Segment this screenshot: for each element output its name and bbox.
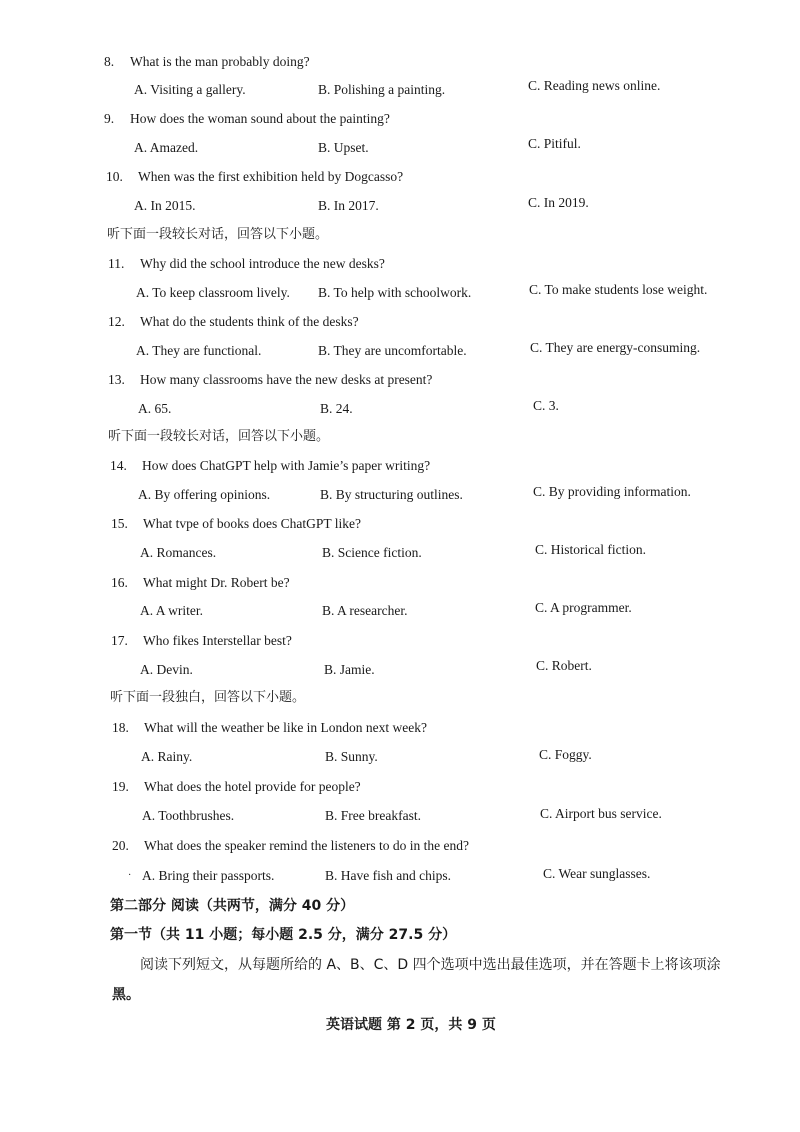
option-b: B. Free breakfast. <box>325 808 421 823</box>
question-number: 8. <box>104 54 115 69</box>
option-b: B. Have fish and chips. <box>325 868 451 883</box>
question-17 <box>111 632 292 650</box>
option-a: A. By offering opinions. <box>138 487 271 502</box>
question-15 <box>111 515 361 533</box>
option-c: C. Historical fiction. <box>535 542 646 557</box>
option-c: C. To make students lose weight. <box>529 282 708 297</box>
section-heading: 第一节（共 11 小题；每小题 2.5 分，满分 27.5 分） <box>110 927 457 943</box>
option-a: A. Devin. <box>140 662 193 677</box>
question-number: 20. <box>112 838 129 853</box>
question-14 <box>110 457 430 475</box>
option-c: C. 3. <box>533 398 559 413</box>
option-a: A. Rainy. <box>141 749 193 764</box>
question-13 <box>108 371 432 389</box>
option-c: C. Pitiful. <box>528 136 581 151</box>
section-instruction: 听下面一段较长对话，回答以下小题。 <box>107 227 329 242</box>
option-a: A. A writer. <box>140 603 203 618</box>
question-8 <box>104 53 310 71</box>
page-footer: 英语试题 第 2 页，共 9 页 <box>326 1017 496 1033</box>
option-b: B. A researcher. <box>322 603 408 618</box>
option-b: B. To help with schoolwork. <box>318 285 472 300</box>
question-text: How does ChatGPT help with Jamie’s paper writing? <box>142 458 431 473</box>
option-c: C. Foggy. <box>539 747 592 762</box>
question-number: 13. <box>108 372 125 387</box>
question-number: 15. <box>111 516 128 531</box>
scan-mark: · <box>128 870 132 881</box>
question-number: 14. <box>110 458 127 473</box>
question-text: What tvpe of books does ChatGPT like? <box>143 516 361 531</box>
question-text: What does the hotel provide for people? <box>144 779 361 794</box>
option-a: A. They are functional. <box>136 343 262 358</box>
question-12 <box>108 313 359 331</box>
reading-directions: 阅读下列短文，从每题所给的 A、B、C、D 四个选项中选出最佳选项，并在答题卡上将该项涂 <box>140 957 721 973</box>
option-c: C. Airport bus service. <box>540 806 662 821</box>
question-number: 10. <box>106 169 123 184</box>
option-a: A. In 2015. <box>134 198 196 213</box>
question-text: When was the first exhibition held by Dogcasso? <box>138 169 404 184</box>
option-a: A. To keep classroom lively. <box>136 285 290 300</box>
question-18 <box>112 719 427 737</box>
question-11 <box>108 255 385 273</box>
question-number: 17. <box>111 633 128 648</box>
question-number: 12. <box>108 314 125 329</box>
question-text: What do the students think of the desks? <box>140 314 359 329</box>
question-number: 16. <box>111 575 128 590</box>
question-number: 19. <box>112 779 129 794</box>
question-number: 9. <box>104 111 115 126</box>
part-heading: 第二部分 阅读（共两节，满分 40 分） <box>110 898 355 914</box>
option-a: A. Toothbrushes. <box>142 808 235 823</box>
option-b: B. In 2017. <box>318 198 379 213</box>
reading-directions-cont: 黑。 <box>112 987 140 1003</box>
option-c: C. A programmer. <box>535 600 632 615</box>
option-b: B. 24. <box>320 401 353 416</box>
option-c: C. Wear sunglasses. <box>543 866 651 881</box>
question-text: How does the woman sound about the painting? <box>130 111 390 126</box>
question-19 <box>112 778 361 796</box>
section-instruction: 听下面一段较长对话，回答以下小题。 <box>108 429 330 444</box>
option-c: C. By providing information. <box>533 484 691 499</box>
section-instruction: 听下面一段独白，回答以下小题。 <box>110 690 306 705</box>
option-a: A. Bring their passports. <box>142 868 275 883</box>
question-text: Who fikes Interstellar best? <box>143 633 292 648</box>
option-b: B. They are uncomfortable. <box>318 343 467 358</box>
option-b: B. Upset. <box>318 140 369 155</box>
option-c: C. Reading news online. <box>528 78 661 93</box>
option-c: C. Robert. <box>536 658 592 673</box>
question-text: Why did the school introduce the new desks? <box>140 256 385 271</box>
question-text: How many classrooms have the new desks at present? <box>140 372 433 387</box>
question-text: What does the speaker remind the listeners to do in the end? <box>144 838 470 853</box>
question-16 <box>111 574 290 592</box>
question-number: 11. <box>108 256 125 271</box>
question-text: What is the man probably doing? <box>130 54 310 69</box>
option-b: B. Jamie. <box>324 662 375 677</box>
option-b: B. Polishing a painting. <box>318 82 446 97</box>
option-b: B. By structuring outlines. <box>320 487 463 502</box>
question-number: 18. <box>112 720 129 735</box>
question-10 <box>106 168 403 186</box>
option-a: A. Amazed. <box>134 140 199 155</box>
option-a: A. Romances. <box>140 545 217 560</box>
question-text: What might Dr. Robert be? <box>143 575 290 590</box>
option-a: A. 65. <box>138 401 172 416</box>
option-c: C. In 2019. <box>528 195 589 210</box>
option-c: C. They are energy-consuming. <box>530 340 701 355</box>
question-text: What will the weather be like in London next week? <box>144 720 428 735</box>
question-20 <box>112 837 469 855</box>
question-9 <box>104 110 390 128</box>
option-b: B. Sunny. <box>325 749 378 764</box>
option-a: A. Visiting a gallery. <box>134 82 246 97</box>
option-b: B. Science fiction. <box>322 545 422 560</box>
